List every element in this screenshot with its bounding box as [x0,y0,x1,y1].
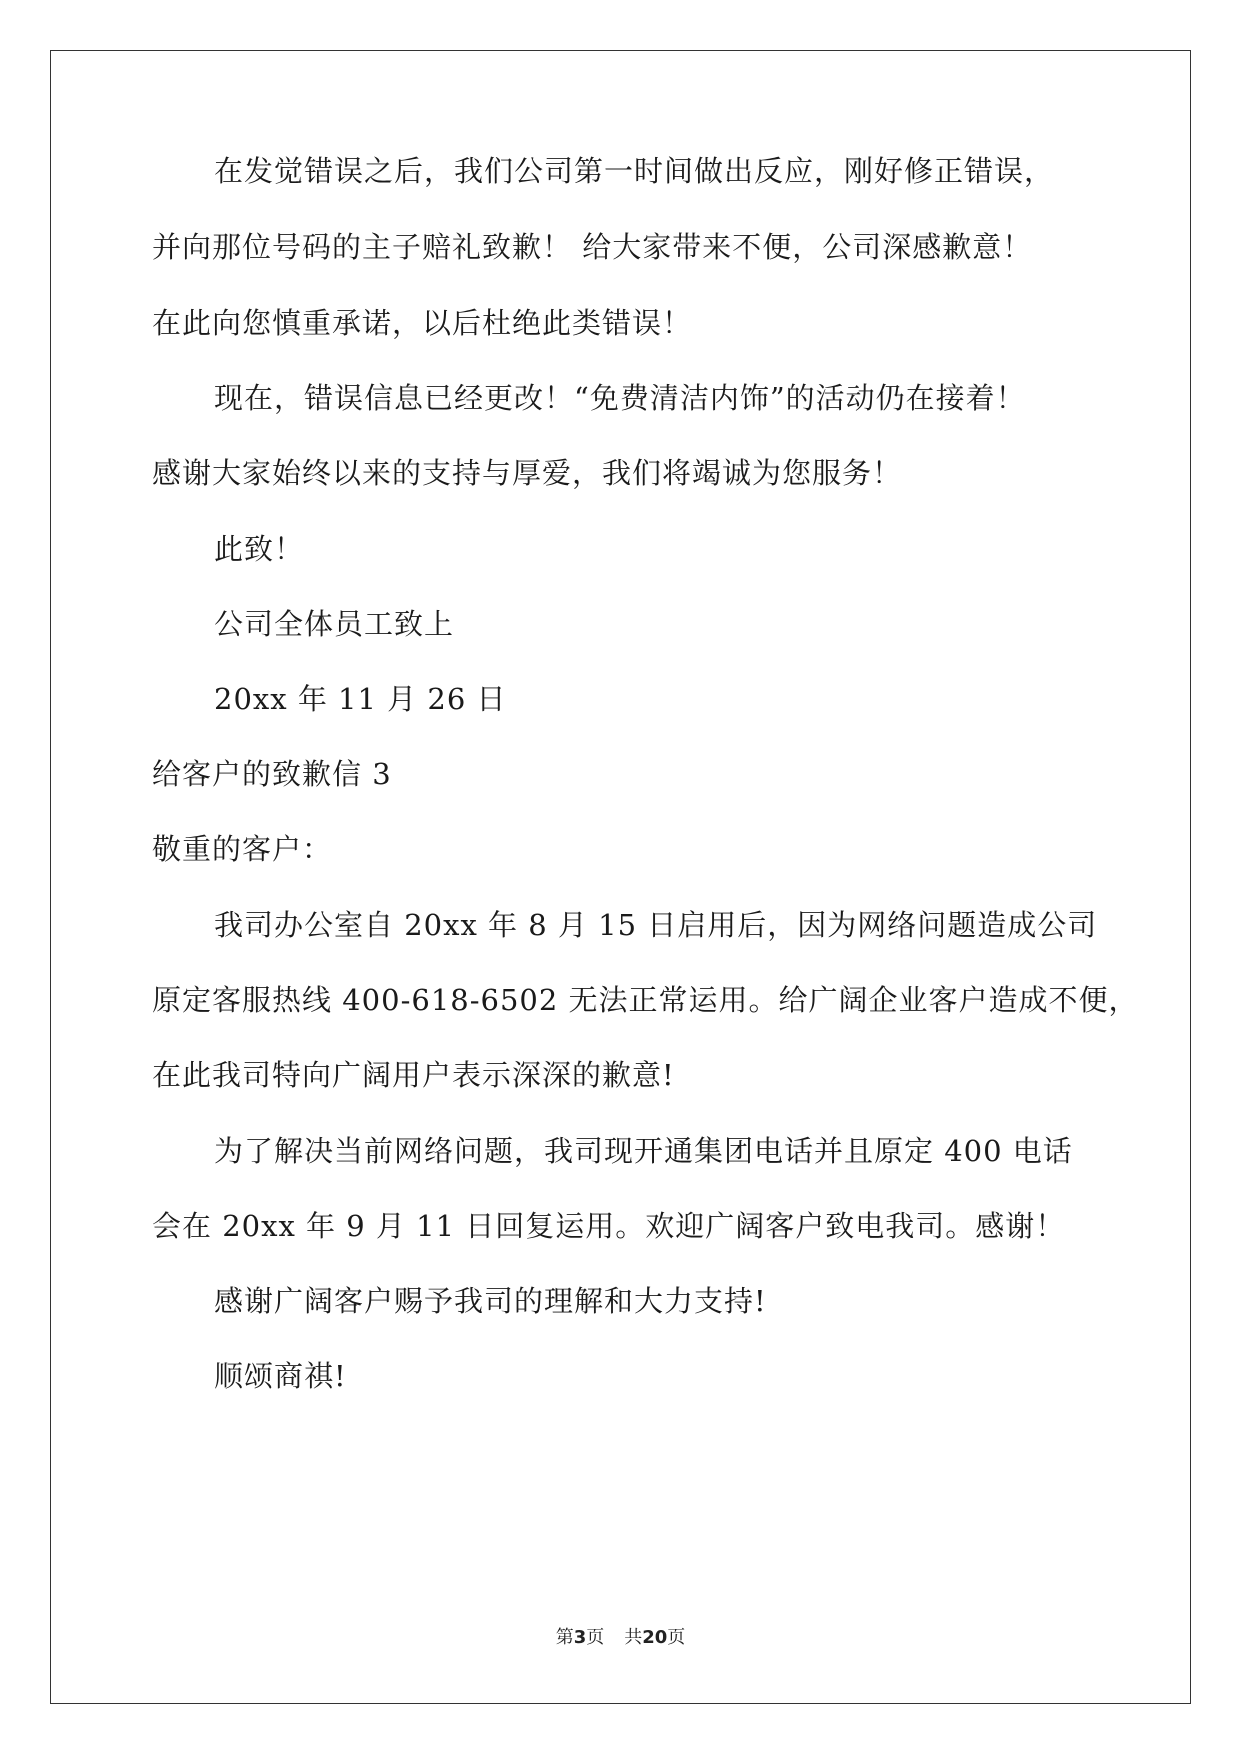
paragraph-line: 感谢广阔客户赐予我司的理解和大力支持! [214,1284,767,1318]
paragraph-line: 为了解决当前网络问题，我司现开通集团电话并且原定 400 电话 [214,1134,1073,1168]
total-suffix: 页 [667,1627,686,1648]
paragraph-line: 会在 20xx 年 9 月 11 日回复运用。欢迎广阔客户致电我司。感谢！ [152,1209,1066,1243]
closing-salutation: 顺颂商祺! [214,1359,347,1393]
date-line: 20xx 年 11 月 26 日 [214,682,507,716]
paragraph-line: 感谢大家始终以来的支持与厚爱，我们将竭诚为您服务！ [152,456,903,490]
page-number: 3 [573,1627,587,1648]
total-pages: 20 [642,1627,668,1648]
greeting: 敬重的客户： [152,832,333,866]
closing-salutation: 此致！ [214,532,305,566]
paragraph-line: 在此向您慎重承诺，以后杜绝此类错误！ [152,306,693,340]
page-border [50,50,1191,1704]
page-suffix: 页 [586,1627,605,1648]
signature: 公司全体员工致上 [214,607,455,641]
paragraph-line: 在发觉错误之后，我们公司第一时间做出反应，刚好修正错误， [214,154,1055,188]
paragraph-line: 我司办公室自 20xx 年 8 月 15 日启用后，因为网络问题造成公司 [214,908,1098,942]
paragraph-line: 现在，错误信息已经更改！“免费清洁内饰”的活动仍在接着！ [214,381,1026,415]
section-title: 给客户的致歉信 3 [152,757,392,791]
paragraph-line: 原定客服热线 400-618-6502 无法正常运用。给广阔企业客户造成不便， [152,983,1139,1017]
page-footer [0,1626,1241,1650]
total-prefix: 共 [624,1627,643,1648]
paragraph-line: 在此我司特向广阔用户表示深深的歉意! [152,1058,675,1092]
paragraph-line: 并向那位号码的主子赔礼致歉！ 给大家带来不便，公司深感歉意！ [152,230,1033,264]
page-prefix: 第 [555,1627,574,1648]
